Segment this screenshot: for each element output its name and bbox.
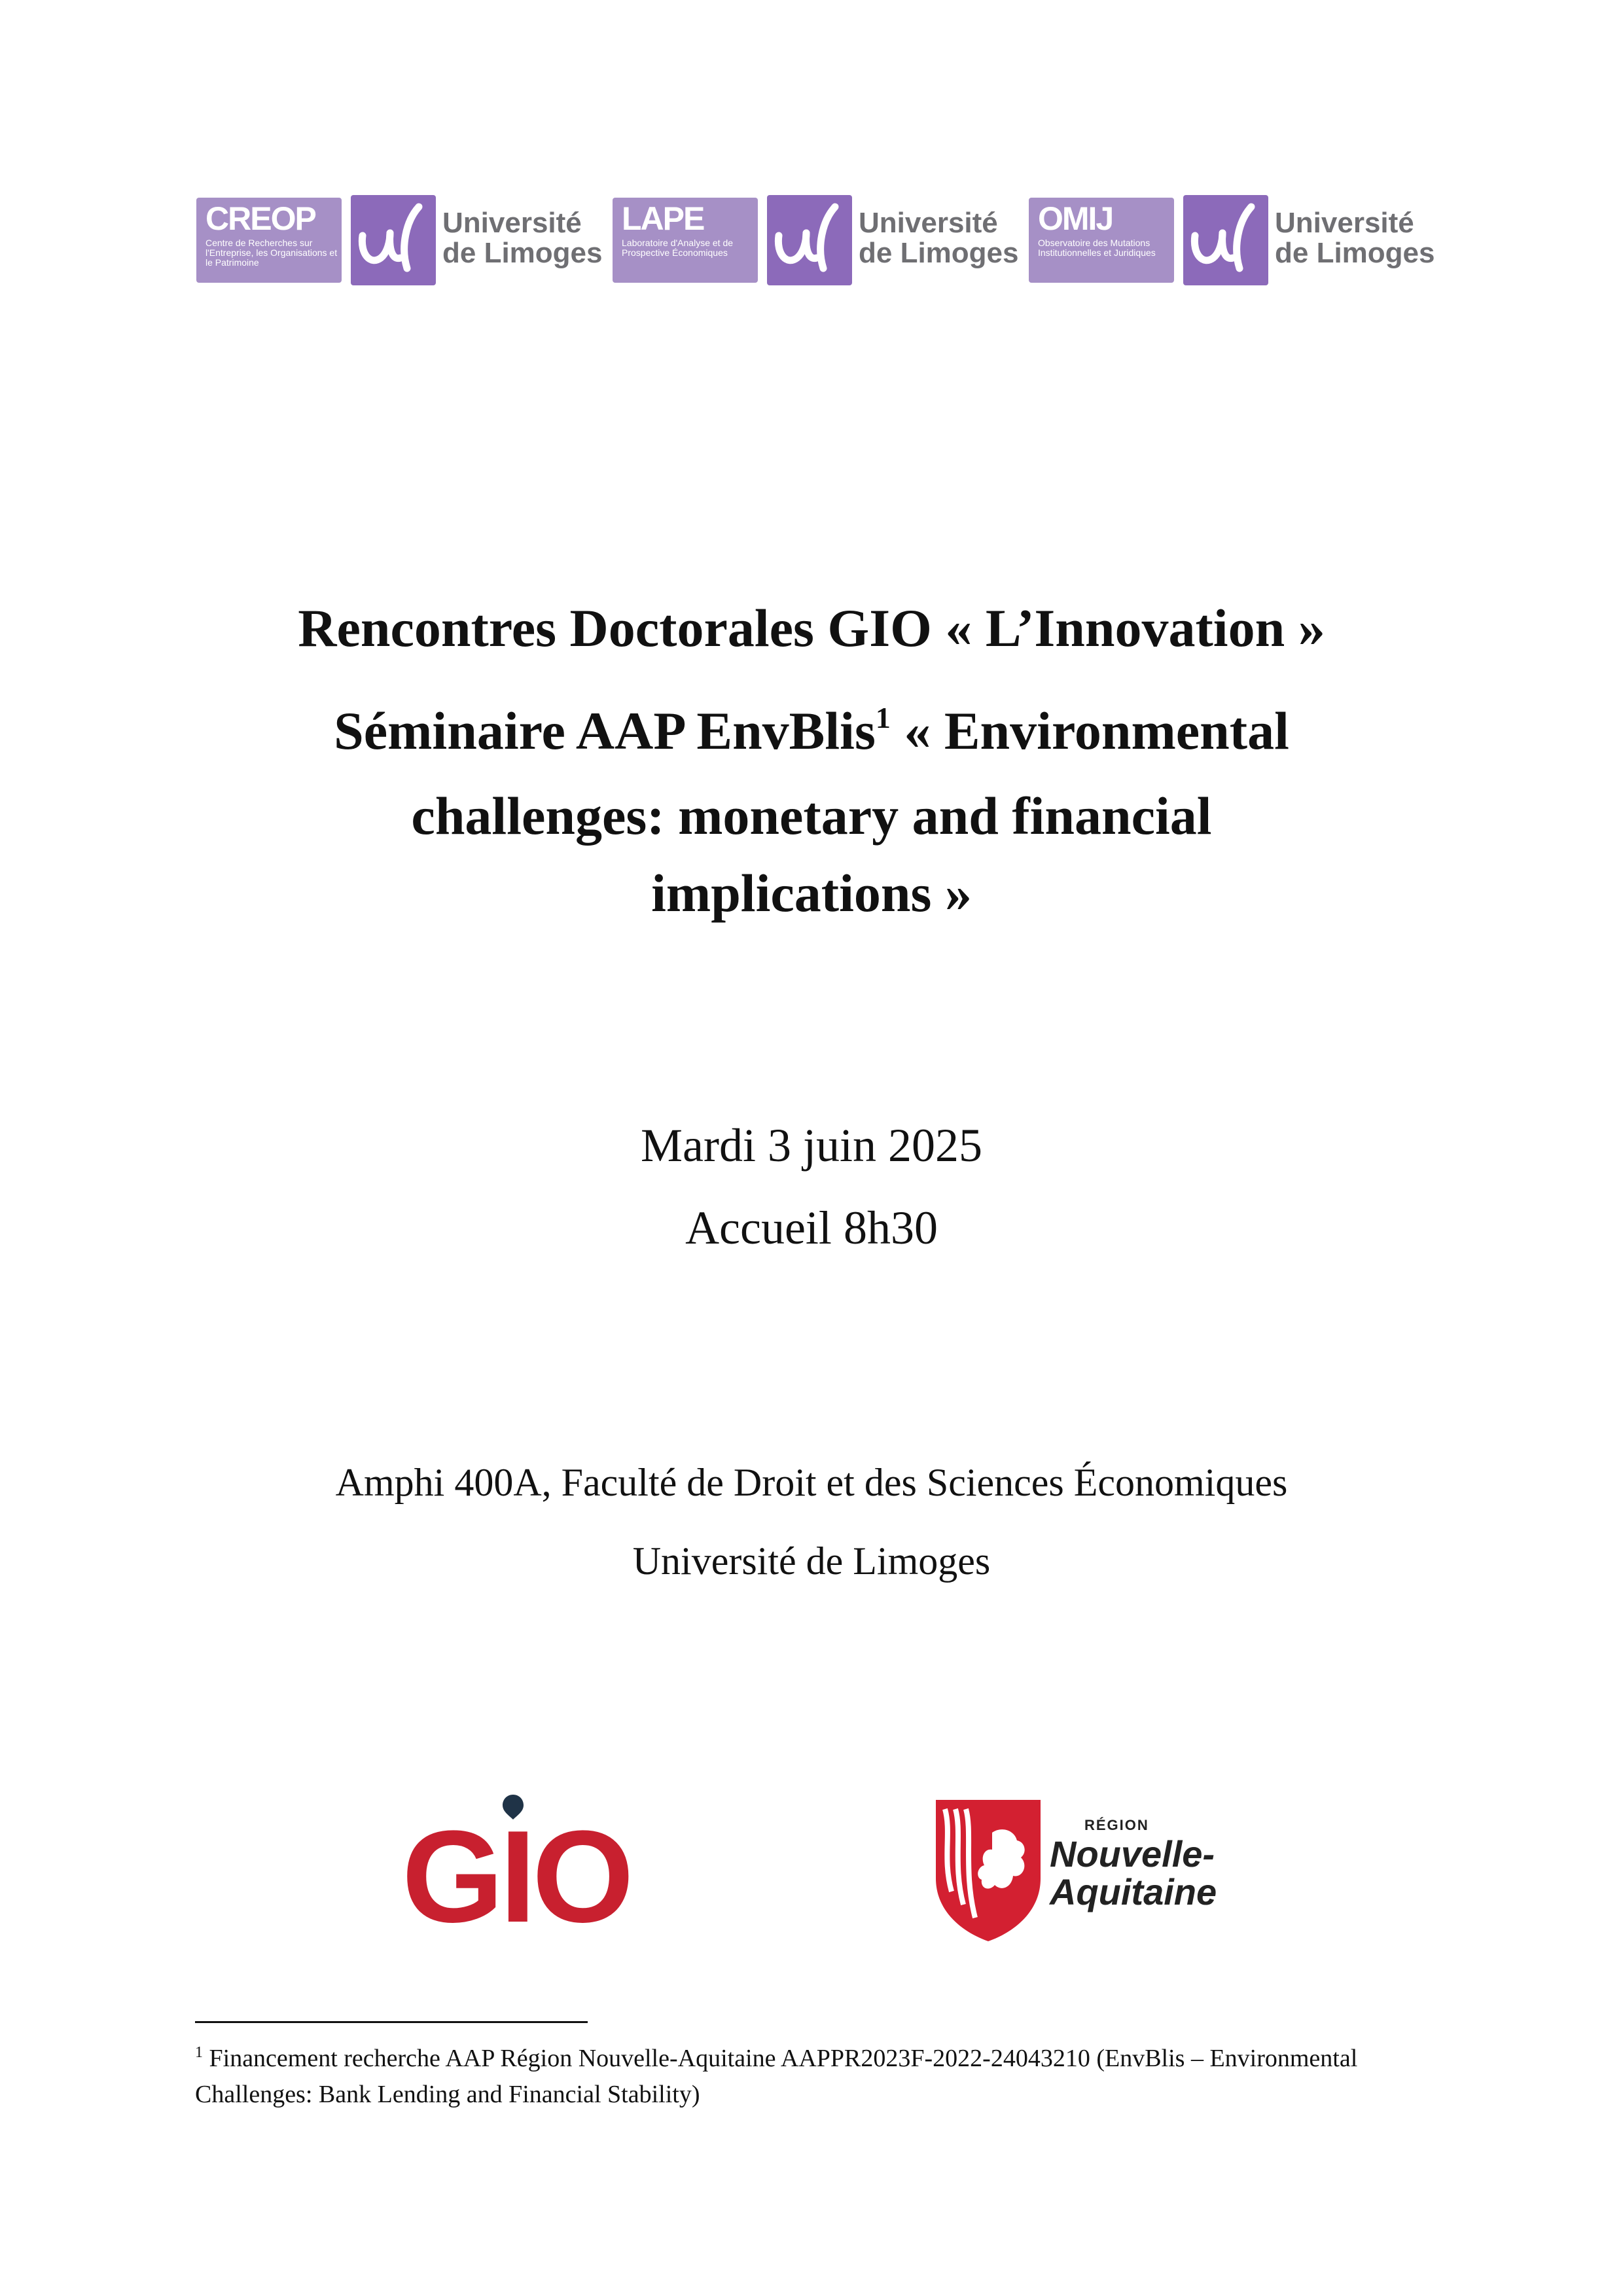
event-welcome-time: Accueil 8h30 <box>685 1202 938 1254</box>
region-name-line1: Nouvelle- <box>1050 1833 1215 1874</box>
university-line1: Université <box>859 207 998 239</box>
university-ul-icon <box>351 195 436 285</box>
university-wordmark <box>442 208 603 268</box>
creop-logo <box>196 198 342 283</box>
lab-acronym: CREOP <box>205 200 315 237</box>
gio-logo <box>402 1793 637 1950</box>
region-label: RÉGION <box>1084 1817 1149 1833</box>
region-name-line2: Aquitaine <box>1050 1871 1217 1912</box>
lab-full-name: Laboratoire d'Analyse et de Prospective Économiques <box>622 238 734 258</box>
footnote-text: Financement recherche AAP Région Nouvelle-Aquitaine AAPPR2023F-2022-24043210 (EnvBlis – Environmental Challenges: Bank Lending and Financial Stability) <box>195 2045 1358 2108</box>
omij-logo <box>1029 198 1174 283</box>
footnote-ref: 1 <box>875 701 891 734</box>
footnote <box>195 2042 1438 2111</box>
university-wordmark <box>1275 208 1435 268</box>
lab-acronym: LAPE <box>622 200 704 237</box>
university-ul-icon <box>767 195 852 285</box>
gio-wordmark: GIO <box>402 1804 630 1950</box>
footnote-divider <box>195 2021 588 2023</box>
university-line2: de Limoges <box>859 237 1019 269</box>
event-venue: Amphi 400A, Faculté de Droit et des Sciences Économiques <box>335 1461 1288 1504</box>
university-wordmark <box>859 208 1019 268</box>
region-shield-icon <box>929 1793 1047 1944</box>
seminar-title-text: « Environmental <box>890 701 1289 761</box>
university-line2: de Limoges <box>442 237 603 269</box>
seminar-title-line2: challenges: monetary and financial <box>411 786 1212 846</box>
lab-acronym: OMIJ <box>1038 200 1113 237</box>
university-line2: de Limoges <box>1275 237 1435 269</box>
lape-logo <box>613 198 758 283</box>
university-ul-icon <box>1183 195 1268 285</box>
university-line1: Université <box>1275 207 1414 239</box>
event-university: Université de Limoges <box>632 1539 991 1583</box>
event-date: Mardi 3 juin 2025 <box>641 1119 982 1172</box>
lab-full-name: Observatoire des Mutations Institutionnelles et Juridiques <box>1038 238 1156 258</box>
seminar-title-line3: implications » <box>651 863 972 923</box>
footnote-marker: 1 <box>195 2044 203 2061</box>
nouvelle-aquitaine-logo <box>929 1793 1230 1944</box>
university-line1: Université <box>442 207 582 239</box>
seminar-title-line1 <box>0 692 1623 778</box>
lab-full-name: Centre de Recherches sur l'Entreprise, les Organisations et le Patrimoine <box>205 238 338 268</box>
event-title: Rencontres Doctorales GIO « L’Innovation » <box>298 598 1325 658</box>
seminar-title <box>0 692 1623 932</box>
header-logos <box>196 195 1440 287</box>
seminar-title-text: Séminaire AAP EnvBlis <box>334 701 876 761</box>
